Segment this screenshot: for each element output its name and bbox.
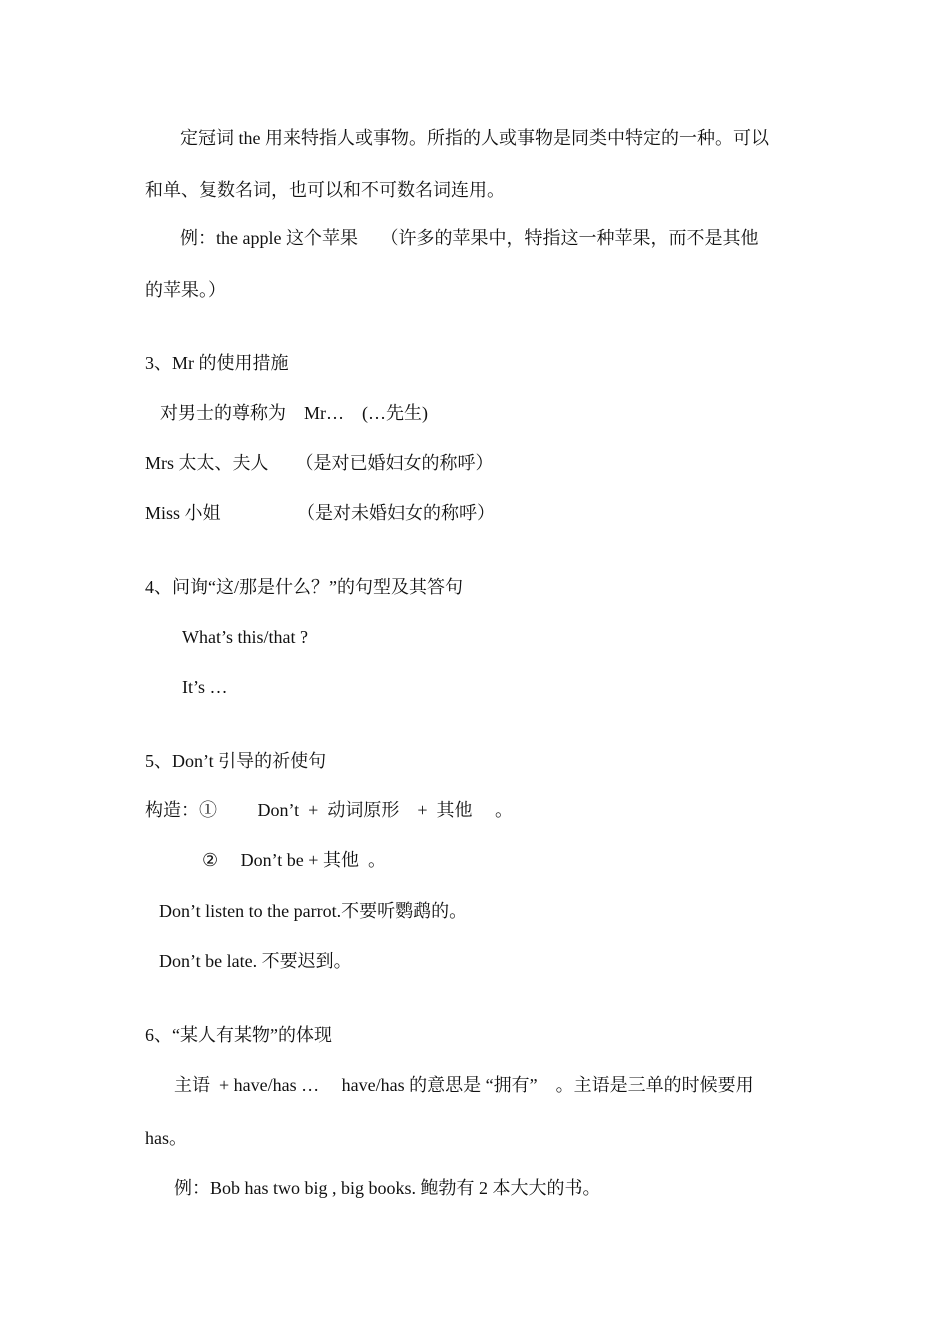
section-5-example-1: Don’t listen to the parrot.不要听鹦鹉的。 xyxy=(159,901,468,921)
section-4-answer: It’s … xyxy=(182,677,228,697)
section-5-heading: 5、Don’t 引导的祈使句 xyxy=(145,751,327,771)
section-4-heading: 4、问询“这/那是什么？”的句型及其答句 xyxy=(145,577,463,597)
section-4-question: What’s this/that ? xyxy=(182,627,308,647)
section-5-structure-2: ② Don’t be + 其他 。 xyxy=(202,850,386,870)
section-5-structure-1: 构造：① Don’t + 动词原形 + 其他 。 xyxy=(145,800,513,820)
section-3-line-2: Mrs 太太、夫人 （是对已婚妇女的称呼） xyxy=(145,453,494,473)
section-3-heading: 3、Mr 的使用措施 xyxy=(145,353,289,373)
section-6-heading: 6、“某人有某物”的体现 xyxy=(145,1025,332,1045)
definite-article-example-line-2: 的苹果。） xyxy=(145,280,226,300)
section-5-example-2: Don’t be late. 不要迟到。 xyxy=(159,951,352,971)
section-3-line-3: Miss 小姐 （是对未婚妇女的称呼） xyxy=(145,503,496,523)
definite-article-line-2: 和单、复数名词，也可以和不可数名词连用。 xyxy=(145,180,505,200)
definite-article-example-line-1: 例：the apple 这个苹果 （许多的苹果中，特指这一种苹果，而不是其他 xyxy=(180,228,759,248)
section-6-line-2: has。 xyxy=(145,1128,187,1148)
section-3-line-1: 对男士的尊称为 Mr… (…先生) xyxy=(160,403,428,423)
section-6-example: 例：Bob has two big , big books. 鲍勃有 2 本大大的书。 xyxy=(174,1178,601,1198)
section-6-line-1: 主语 + have/has … have/has 的意思是 “拥有” 。主语是三单的时候要用 xyxy=(174,1075,754,1095)
definite-article-line-1: 定冠词 the 用来特指人或事物。所指的人或事物是同类中特定的一种。可以 xyxy=(180,128,769,148)
